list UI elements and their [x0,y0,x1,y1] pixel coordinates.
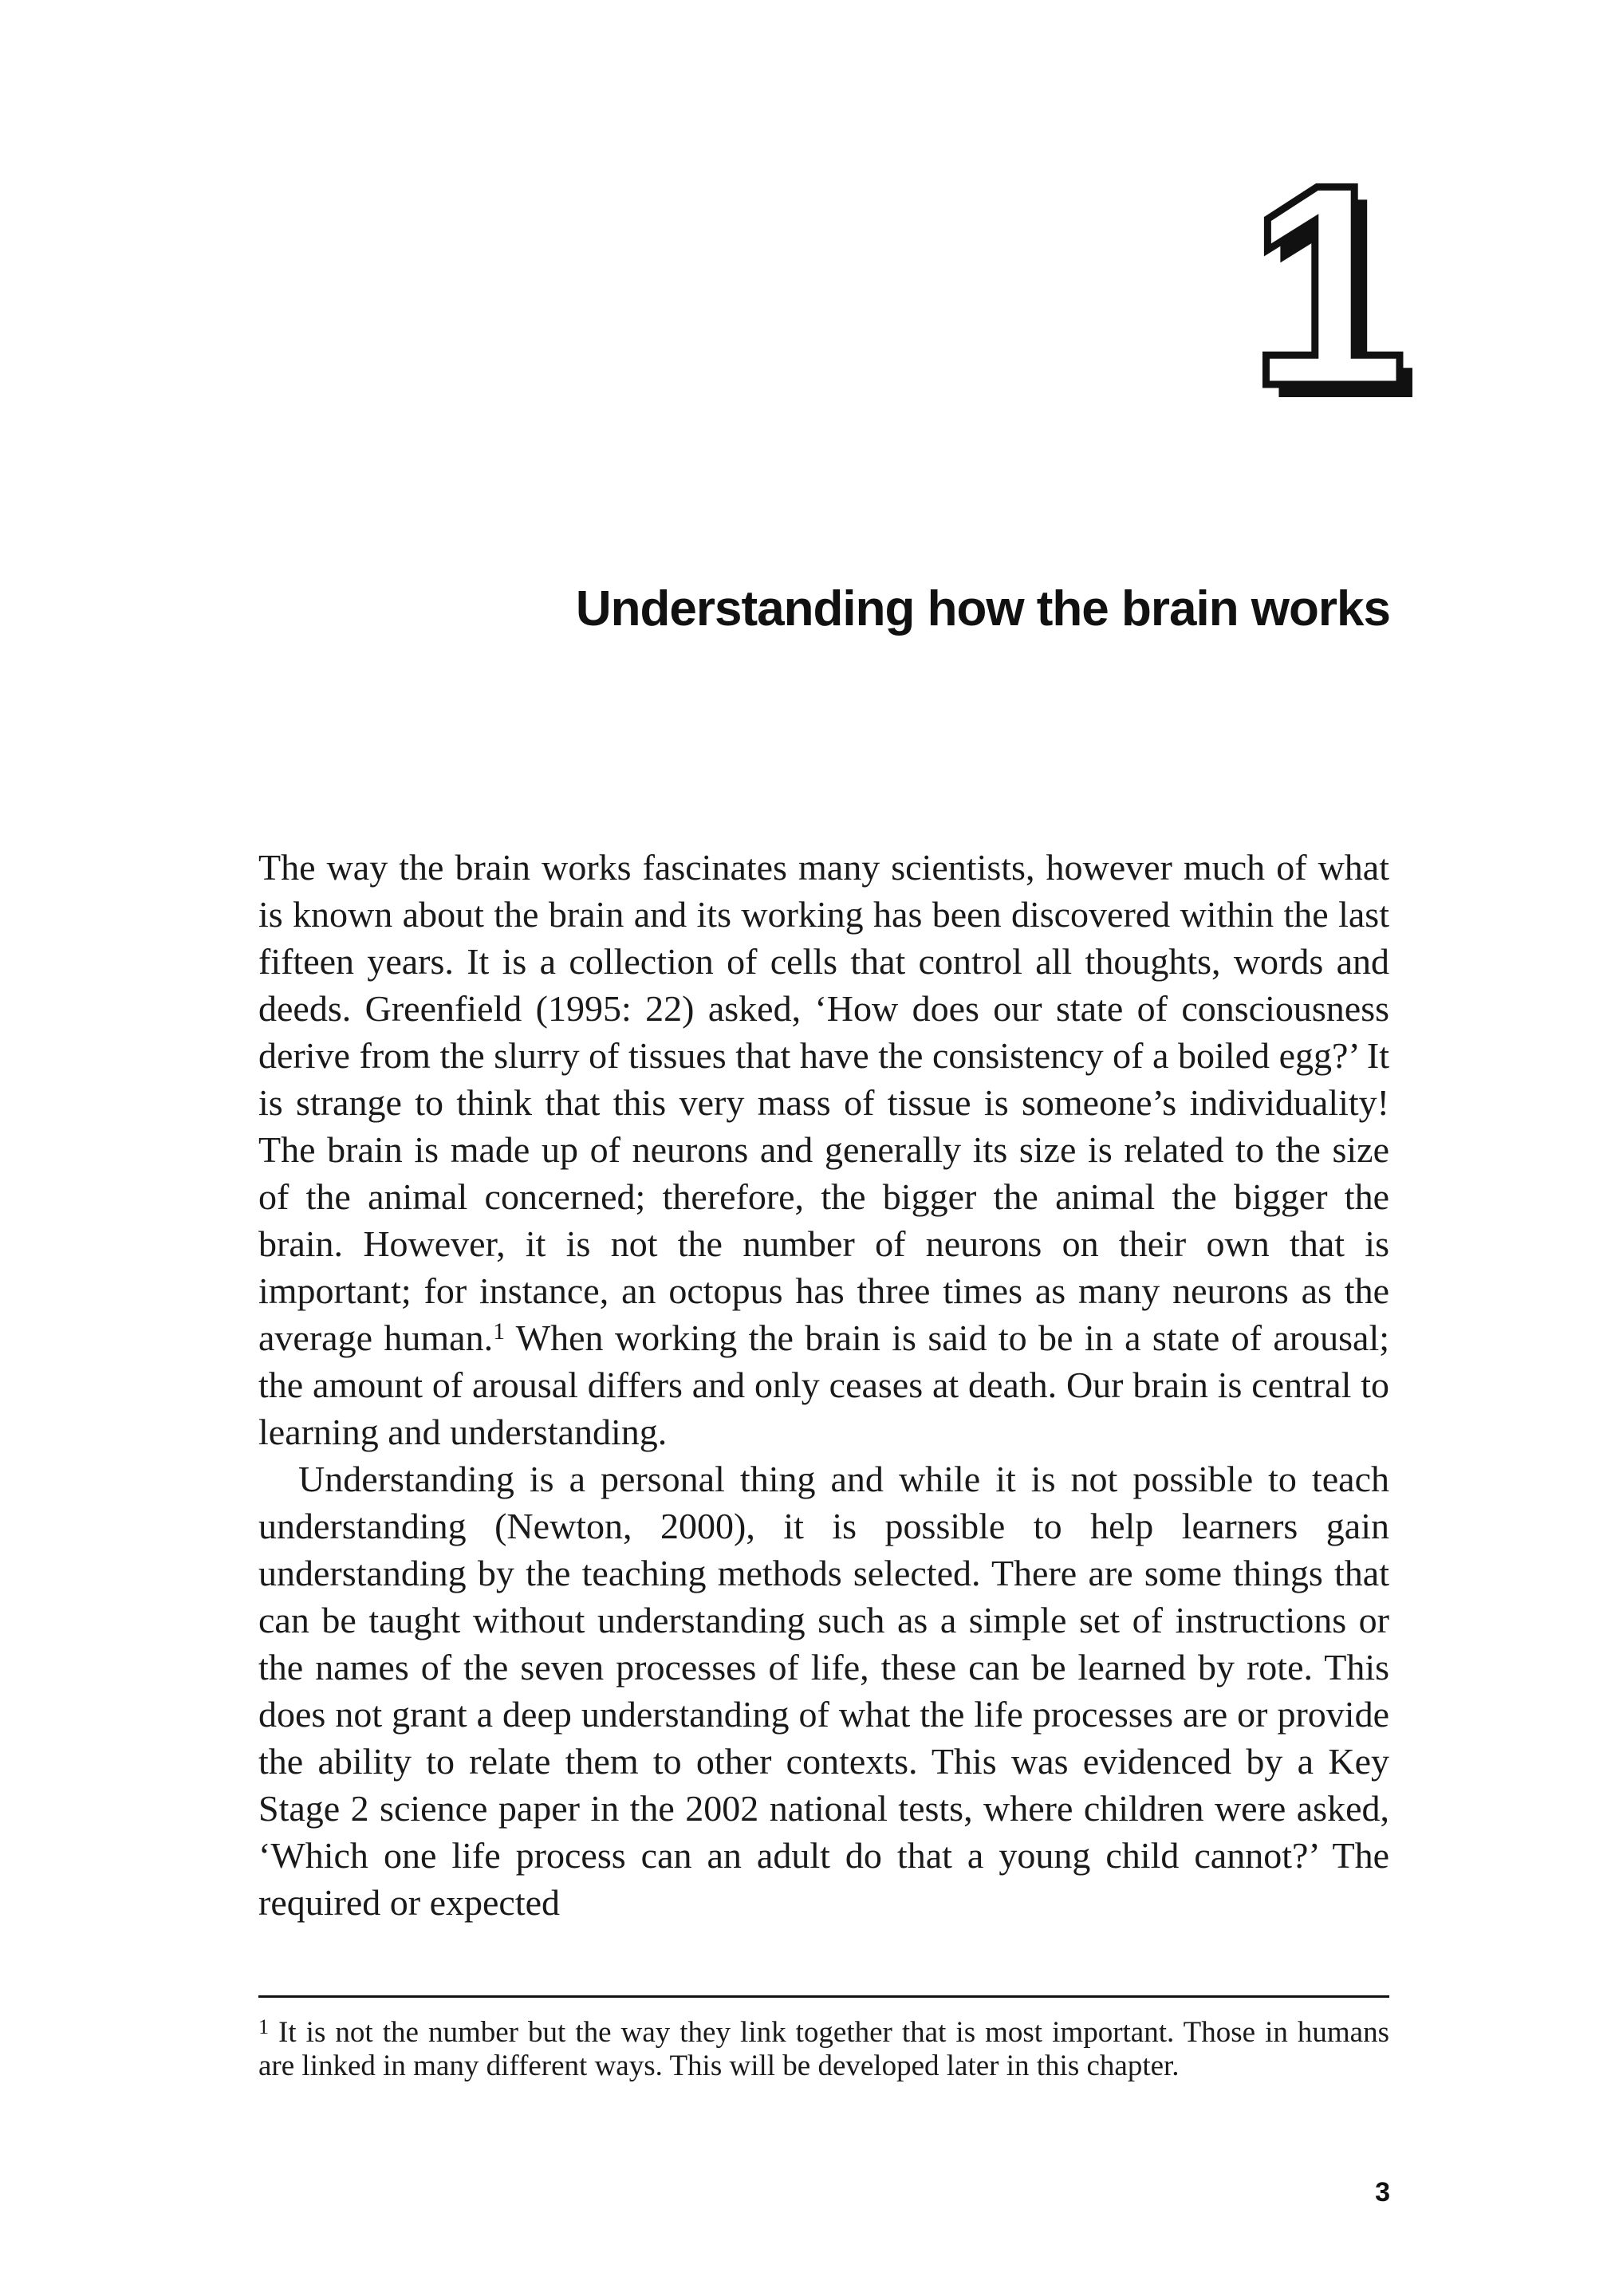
footnote-mark: 1 [258,2015,269,2038]
body-paragraph-text: The way the brain works fascinates many scientists, however much of what is known about the brain and its working has been discovered within the last fifteen years. It is a collection of cells that control all thoughts, words and deeds. Greenfield (1995: 22) asked, ‘How does our state of consciousness derive from the slurry of tissues that have the consistency of a boiled egg?’ It is strange to think that this very mass of tissue is someone’s individuality! The brain is made up of neurons and generally its size is related to the size of the animal concerned; therefore, the bigger the animal the bigger the brain. However, it is not the number of neurons on their own that is important; for instance, an octopus has three times as many neurons as the average human. [258,847,1389,1358]
footnote [258,2016,1389,2083]
body-text [258,844,1389,1926]
body-paragraph-text: When working the brain is said to be in a state of arousal; the amount of arousal differs and only ceases at death. Our brain is central to learning and understanding. [258,1317,1390,1452]
footnote-reference[interactable]: 1 [493,1318,506,1345]
footnote-divider [258,1995,1389,1998]
chapter-number: 1 [1247,125,1408,446]
chapter-title: Understanding how the brain works [575,581,1390,636]
page-number: 3 [1375,2177,1390,2207]
body-paragraph [258,844,1389,1455]
body-paragraph: Understanding is a personal thing and while it is not possible to teach understanding (Newton, 2000), it is possible to help learners gain understanding by the teaching methods selected. There are some things that can be taught without understanding such as a simple set of instructions or the names of the seven processes of life, these can be learned by rote. This does not grant a deep understanding of what the life processes are or provide the ability to relate them to other contexts. This was evidenced by a Key Stage 2 science paper in the 2002 national tests, where children were asked, ‘Which one life process can an adult do that a young child cannot?’ The required or expected [258,1459,1389,1923]
footnote-text: It is not the number but the way they link together that is most important. Those in humans are linked in many different ways. This will be developed later in this chapter. [258,2016,1389,2082]
